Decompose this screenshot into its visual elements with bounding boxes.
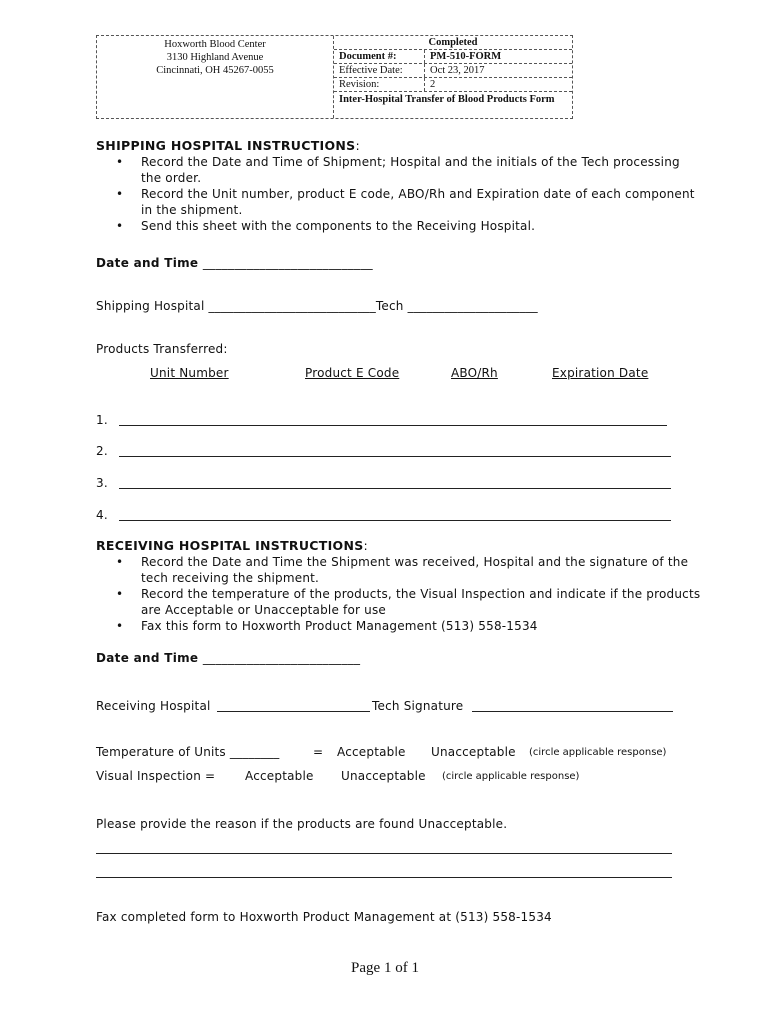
product-row-line[interactable] — [119, 456, 671, 457]
column-abo-rh: ABO/Rh — [451, 366, 498, 380]
form-title: Inter-Hospital Transfer of Blood Products Form — [339, 94, 555, 105]
fax-instruction: Fax completed form to Hoxworth Product Management at (513) 558-1534 — [96, 910, 552, 924]
reason-line[interactable] — [96, 877, 672, 878]
visual-inspection-label: Visual Inspection = — [96, 769, 216, 783]
document-number-row — [334, 50, 572, 64]
circle-note: (circle applicable response) — [442, 771, 580, 782]
row-number: 4. — [96, 508, 108, 522]
receiving-date-time: Date and Time _________________________ — [96, 651, 361, 665]
equals-sign: = — [313, 745, 324, 759]
shipping-heading: SHIPPING HOSPITAL INSTRUCTIONS: — [96, 138, 360, 153]
reason-line[interactable] — [96, 853, 672, 854]
row-key: Effective Date: — [339, 65, 403, 76]
receiving-instructions — [96, 554, 701, 634]
product-row-line[interactable] — [119, 425, 667, 426]
address-line: Cincinnati, OH 45267-0055 — [156, 65, 274, 76]
product-row-line[interactable] — [119, 488, 671, 489]
list-item: • Record the Date and Time of Shipment; Hospital and the initials of the Tech processing the order. — [96, 154, 701, 186]
row-value: Oct 23, 2017 — [430, 65, 485, 76]
row-value: 2 — [430, 79, 436, 90]
row-value: PM-510-FORM — [430, 51, 502, 62]
shipping-hospital-field[interactable]: Shipping Hospital ___________________________Tech _____________________ — [96, 299, 538, 313]
effective-date-row — [334, 64, 572, 78]
row-key: Revision: — [339, 79, 380, 90]
shipping-instructions — [96, 154, 701, 234]
reason-prompt: Please provide the reason if the products are found Unacceptable. — [96, 817, 508, 831]
receiving-hospital-label: Receiving Hospital — [96, 699, 211, 713]
visual-unacceptable-option[interactable]: Unacceptable — [341, 769, 426, 783]
row-key: Document #: — [339, 51, 397, 62]
column-product-e-code: Product E Code — [305, 366, 400, 380]
tech-signature-label: Tech Signature — [372, 699, 464, 713]
address-line: 3130 Highland Avenue — [166, 52, 264, 63]
products-transferred-label: Products Transferred: — [96, 342, 228, 356]
visual-acceptable-option[interactable]: Acceptable — [245, 769, 314, 783]
list-item: • Fax this form to Hoxworth Product Management (513) 558-1534 — [96, 618, 701, 634]
list-item: • Record the Date and Time the Shipment was received, Hospital and the signature of the tech receiving the shipment. — [96, 554, 701, 586]
page-number: Page 1 of 1 — [351, 960, 419, 976]
list-item: • Record the temperature of the products, the Visual Inspection and indicate if the products are Acceptable or Unacceptable for use — [96, 586, 701, 618]
row-number: 2. — [96, 444, 108, 458]
address-line: Hoxworth Blood Center — [164, 39, 266, 50]
shipping-date-time: Date and Time ___________________________ — [96, 256, 373, 270]
revision-row — [334, 78, 572, 92]
row-number: 3. — [96, 476, 108, 490]
receiving-heading: RECEIVING HOSPITAL INSTRUCTIONS: — [96, 538, 369, 553]
date-time-field[interactable]: ___________________________ — [202, 256, 373, 270]
column-expiration-date: Expiration Date — [552, 366, 649, 380]
document-header — [96, 35, 573, 119]
product-row-line[interactable] — [119, 520, 671, 521]
temperature-field[interactable]: Temperature of Units ________ — [96, 745, 280, 759]
circle-note: (circle applicable response) — [529, 747, 667, 758]
list-item: • Record the Unit number, product E code, ABO/Rh and Expiration date of each component in the shipment. — [96, 186, 701, 218]
tech-signature-field[interactable] — [472, 711, 673, 712]
row-number: 1. — [96, 413, 108, 427]
column-unit-number: Unit Number — [150, 366, 229, 380]
completed-label: Completed — [334, 36, 572, 50]
center-address — [97, 36, 334, 118]
temperature-acceptable-option[interactable]: Acceptable — [337, 745, 406, 759]
list-item: • Send this sheet with the components to the Receiving Hospital. — [96, 218, 701, 234]
temperature-unacceptable-option[interactable]: Unacceptable — [431, 745, 516, 759]
receiving-hospital-field[interactable] — [217, 711, 370, 712]
date-time-field[interactable]: _________________________ — [202, 651, 361, 665]
